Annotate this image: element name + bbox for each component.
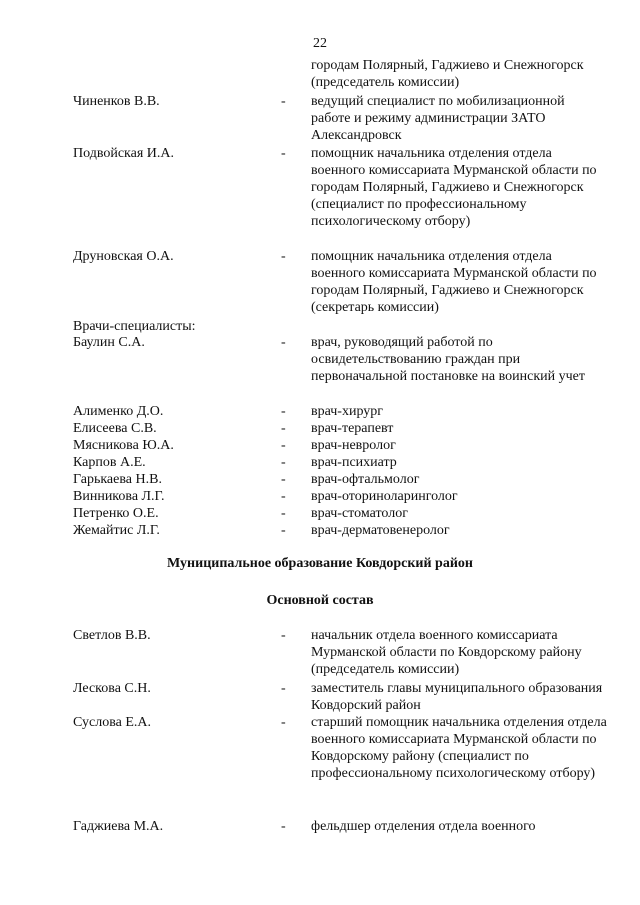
doctor-name: Карпов А.Е. bbox=[73, 455, 146, 470]
doctor-dash: - bbox=[281, 438, 286, 453]
member-dash: - bbox=[281, 628, 286, 643]
doctor-dash: - bbox=[281, 404, 286, 419]
doctor-role: врач, руководящий работой по освидетельствованию граждан при первоначальной постановке на воинский учет bbox=[311, 335, 586, 384]
member-name: Чиненков В.В. bbox=[73, 94, 160, 109]
doctor-role: врач-оториноларинголог bbox=[311, 489, 458, 504]
member-name: Гаджиева М.А. bbox=[73, 819, 164, 834]
member-dash: - bbox=[281, 94, 286, 109]
doctor-role: врач-терапевт bbox=[311, 421, 394, 436]
doctor-name: Жемайтис Л.Г. bbox=[73, 523, 160, 538]
member-role: старший помощник начальника отделения отдела военного комиссариата Мурманской области по Ковдорскому району (специалист по профессиональному психологическому отбору) bbox=[311, 715, 607, 781]
member-role: начальник отдела военного комиссариата Мурманской области по Ковдорскому району (председатель комиссии) bbox=[311, 628, 582, 677]
doctor-dash: - bbox=[281, 421, 286, 436]
member-role: заместитель главы муниципального образования Ковдорский район bbox=[311, 681, 603, 713]
doctor-name: Елисеева С.В. bbox=[73, 421, 157, 436]
doctor-role: врач-хирург bbox=[311, 404, 384, 419]
member-role: фельдшер отделения отдела военного bbox=[311, 819, 536, 834]
top-continuation-text: городам Полярный, Гаджиево и Снежногорск (председатель комиссии) bbox=[311, 58, 584, 90]
doctor-role: врач-офтальмолог bbox=[311, 472, 420, 487]
member-dash: - bbox=[281, 249, 286, 264]
doctor-role: врач-стоматолог bbox=[311, 506, 408, 521]
section-heading: Муниципальное образование Ковдорский район bbox=[167, 556, 473, 571]
doctor-role: врач-дерматовенеролог bbox=[311, 523, 450, 538]
member-name: Друновская О.А. bbox=[73, 249, 174, 264]
doctor-name: Винникова Л.Г. bbox=[73, 489, 165, 504]
doctors-label: Врачи-специалисты: bbox=[73, 319, 196, 334]
page-number: 22 bbox=[313, 36, 327, 51]
doctor-name: Мясникова Ю.А. bbox=[73, 438, 174, 453]
member-dash: - bbox=[281, 819, 286, 834]
member-dash: - bbox=[281, 715, 286, 730]
member-role: ведущий специалист по мобилизационной работе и режиму администрации ЗАТО Александровск bbox=[311, 94, 565, 143]
doctor-role: врач-невролог bbox=[311, 438, 396, 453]
doctor-name: Баулин С.А. bbox=[73, 335, 145, 350]
member-name: Светлов В.В. bbox=[73, 628, 151, 643]
doctor-name: Алименко Д.О. bbox=[73, 404, 164, 419]
subsection-heading: Основной состав bbox=[266, 593, 374, 608]
member-role: помощник начальника отделения отдела военного комиссариата Мурманской области по городам Полярный, Гаджиево и Снежногорск (специалист по профессиональному психологическому отбору) bbox=[311, 146, 597, 229]
member-name: Подвойская И.А. bbox=[73, 146, 175, 161]
member-role: помощник начальника отделения отдела военного комиссариата Мурманской области по городам Полярный, Гаджиево и Снежногорск (секретарь комиссии) bbox=[311, 249, 597, 315]
member-dash: - bbox=[281, 146, 286, 161]
doctor-dash: - bbox=[281, 506, 286, 521]
doctor-dash: - bbox=[281, 523, 286, 538]
doctor-dash: - bbox=[281, 455, 286, 470]
doctor-dash: - bbox=[281, 335, 286, 350]
doctor-name: Петренко О.Е. bbox=[73, 506, 159, 521]
member-name: Суслова Е.А. bbox=[73, 715, 151, 730]
doctor-name: Гарькаева Н.В. bbox=[73, 472, 162, 487]
doctor-dash: - bbox=[281, 489, 286, 504]
member-dash: - bbox=[281, 681, 286, 696]
doctor-dash: - bbox=[281, 472, 286, 487]
member-name: Лескова С.Н. bbox=[73, 681, 151, 696]
doctor-role: врач-психиатр bbox=[311, 455, 397, 470]
